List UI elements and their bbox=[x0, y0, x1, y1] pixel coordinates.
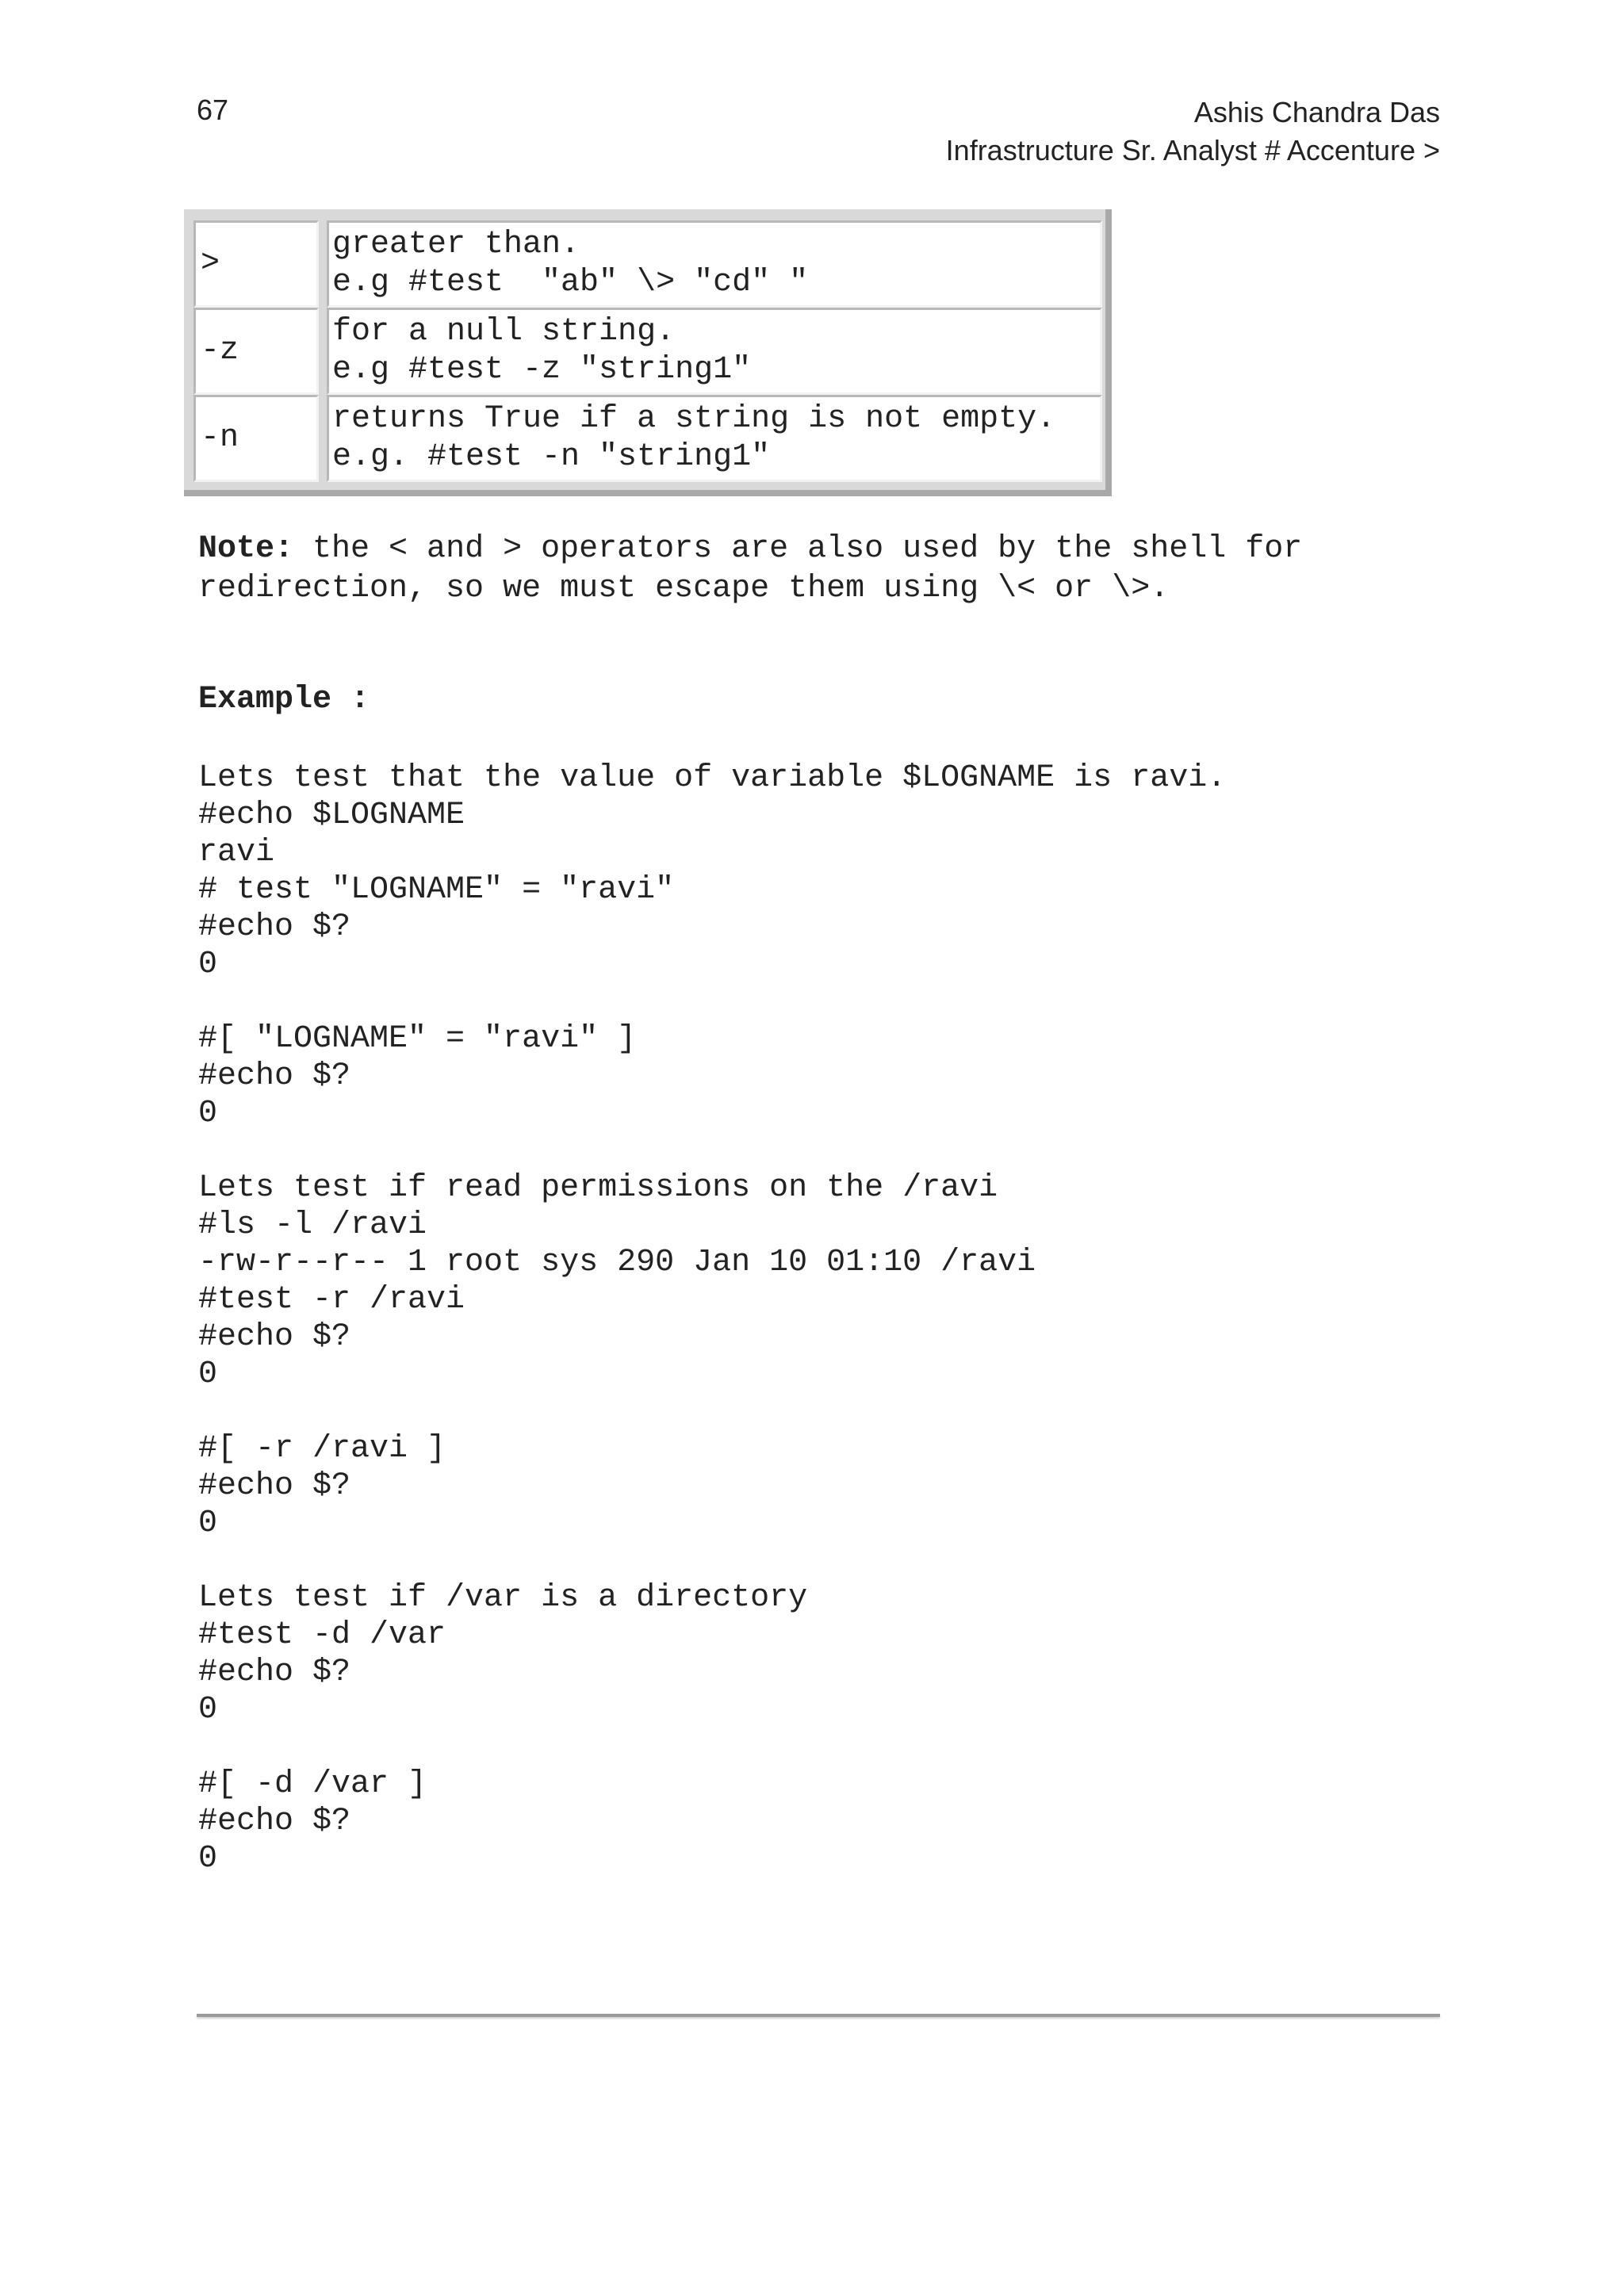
code-block bbox=[198, 760, 1226, 1877]
description-example: e.g #test -z "string1" bbox=[332, 352, 752, 388]
code-line: #test -d /var bbox=[198, 1617, 446, 1653]
page-header bbox=[946, 94, 1440, 170]
table-row bbox=[193, 220, 1105, 308]
code-line: #echo $? bbox=[198, 1804, 351, 1839]
description-example: e.g. #test -n "string1" bbox=[332, 439, 771, 475]
operators-table bbox=[184, 209, 1112, 496]
page-number: 67 bbox=[197, 94, 229, 126]
table-row bbox=[193, 395, 1105, 482]
code-line: #ls -l /ravi bbox=[198, 1207, 427, 1243]
code-line: # test "LOGNAME" = "ravi" bbox=[198, 872, 675, 908]
note-text: the < and > operators are also used by the shell for bbox=[293, 531, 1303, 567]
note-paragraph bbox=[198, 530, 1435, 609]
code-line bbox=[198, 1393, 1226, 1430]
note-line-2: redirection, so we must escape them using \< or \>. bbox=[198, 571, 1170, 607]
code-line: #echo $? bbox=[198, 909, 351, 945]
code-line: 0 bbox=[198, 1357, 218, 1392]
description-line: for a null string. bbox=[332, 314, 676, 350]
description-cell bbox=[327, 220, 1102, 308]
code-line: 0 bbox=[198, 947, 218, 982]
description-cell bbox=[327, 308, 1102, 395]
code-line bbox=[198, 983, 1226, 1020]
code-line: 0 bbox=[198, 1506, 218, 1541]
code-line: #[ -d /var ] bbox=[198, 1766, 427, 1802]
code-line bbox=[198, 1132, 1226, 1169]
description-line: returns True if a string is not empty. bbox=[332, 401, 1056, 437]
code-line: Lets test if read permissions on the /ravi bbox=[198, 1170, 998, 1206]
code-line: #test -r /ravi bbox=[198, 1282, 465, 1318]
description-example: e.g #test "ab" \> "cd" " bbox=[332, 265, 809, 300]
code-line: 0 bbox=[198, 1096, 218, 1131]
footer-divider bbox=[197, 2014, 1440, 2017]
author-name: Ashis Chandra Das bbox=[1193, 96, 1440, 128]
code-line bbox=[198, 1542, 1226, 1579]
code-line: #echo $? bbox=[198, 1058, 351, 1094]
description-line: greater than. bbox=[332, 227, 580, 262]
table-row bbox=[193, 308, 1105, 395]
operator-cell: -z bbox=[193, 308, 319, 395]
operator-cell: -n bbox=[193, 395, 319, 482]
code-line: 0 bbox=[198, 1692, 218, 1728]
code-line: -rw-r--r-- 1 root sys 290 Jan 10 01:10 /ravi bbox=[198, 1245, 1036, 1280]
code-line: #[ "LOGNAME" = "ravi" ] bbox=[198, 1021, 637, 1057]
description-cell bbox=[327, 395, 1102, 482]
code-line: #[ -r /ravi ] bbox=[198, 1431, 446, 1467]
note-line-1 bbox=[198, 530, 1435, 569]
note-label: Note: bbox=[198, 531, 294, 567]
code-line bbox=[198, 1728, 1226, 1766]
code-line: Lets test that the value of variable $LOGNAME is ravi. bbox=[198, 760, 1227, 796]
code-line: #echo $? bbox=[198, 1319, 351, 1355]
code-line: 0 bbox=[198, 1841, 218, 1877]
code-line: #echo $LOGNAME bbox=[198, 798, 465, 833]
author-role: Infrastructure Sr. Analyst # Accenture > bbox=[945, 134, 1440, 166]
operator-cell: > bbox=[193, 220, 319, 308]
code-line: Lets test if /var is a directory bbox=[198, 1580, 808, 1616]
example-heading: Example : bbox=[198, 682, 370, 718]
code-line: #echo $? bbox=[198, 1655, 351, 1690]
code-line: ravi bbox=[198, 835, 275, 871]
code-line: #echo $? bbox=[198, 1468, 351, 1504]
